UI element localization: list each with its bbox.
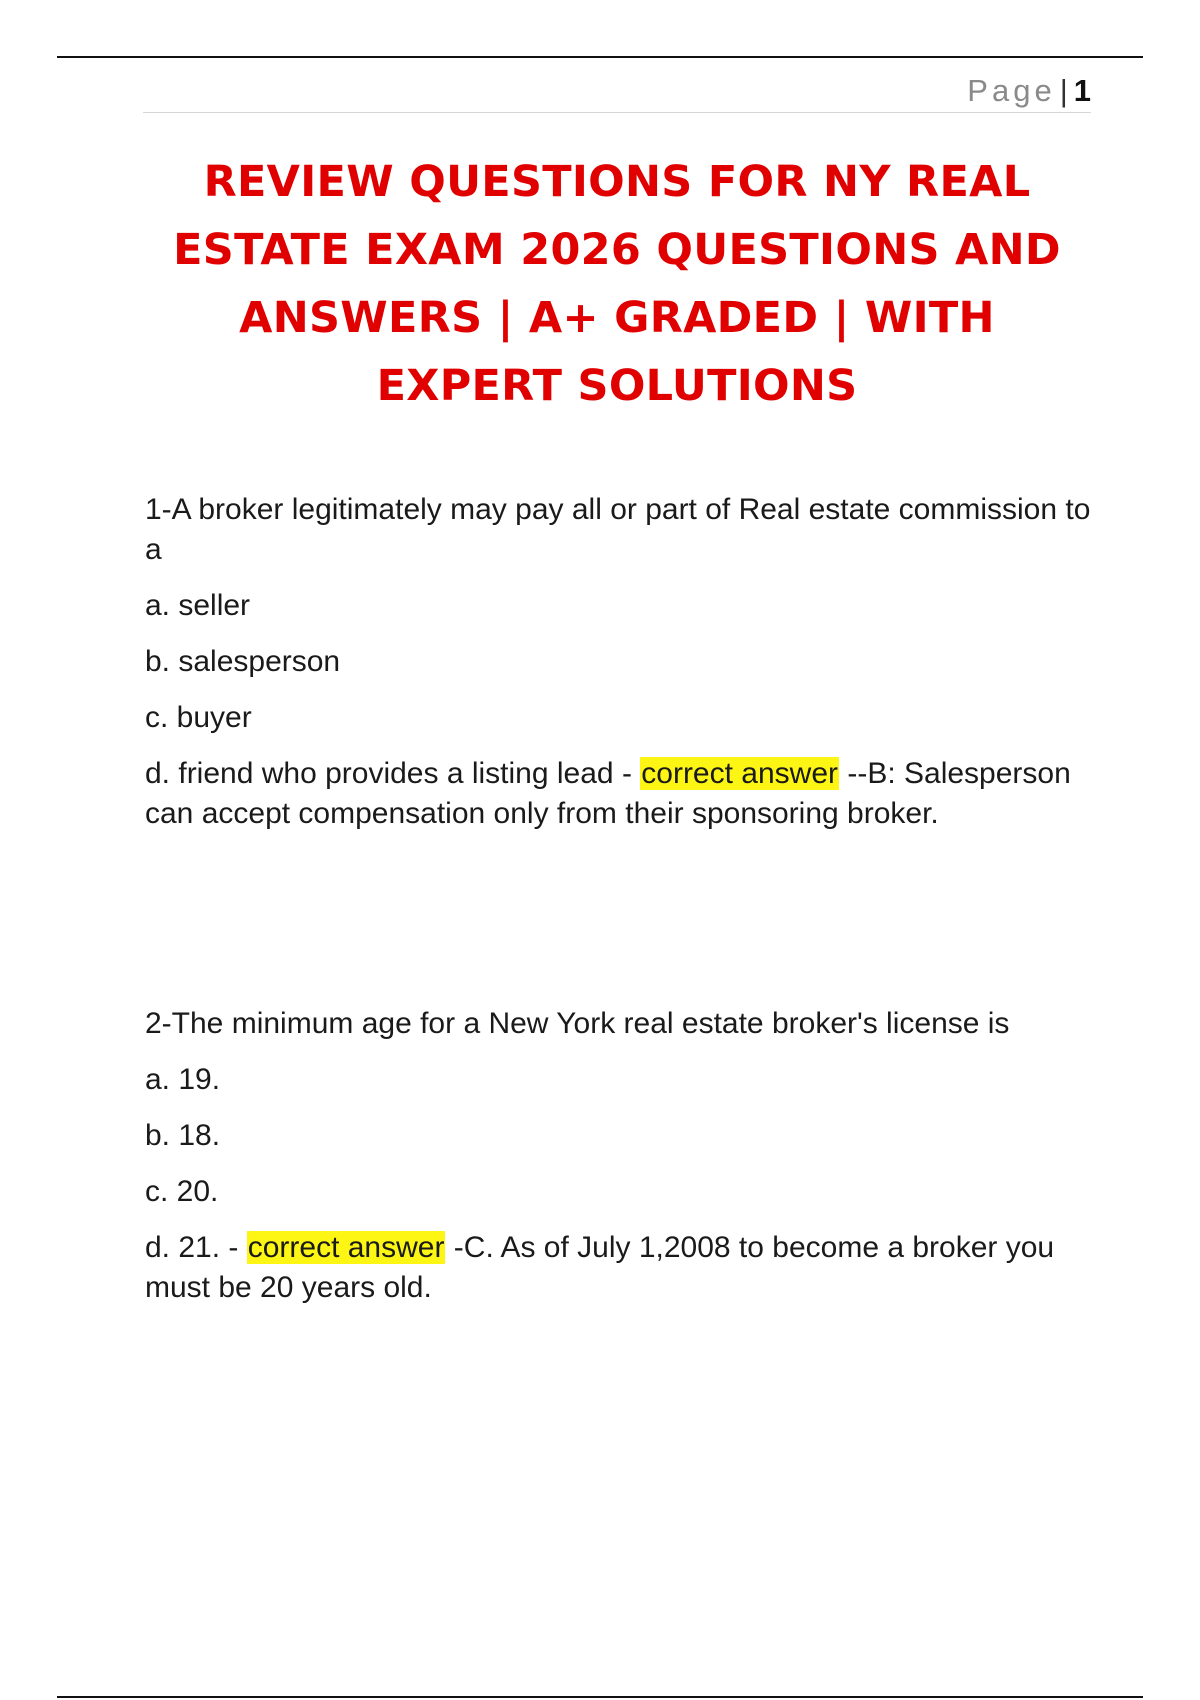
- question-stem: 1-A broker legitimately may pay all or part of Real estate commission to a: [145, 493, 1091, 566]
- option-a: a. seller: [145, 589, 251, 622]
- option-c: c. 20.: [145, 1175, 219, 1208]
- option-d-text: d. friend who provides a listing lead -: [145, 757, 641, 790]
- correct-answer-highlight: correct answer: [641, 757, 838, 790]
- page-separator: |: [1059, 73, 1068, 108]
- document-title: REVIEW QUESTIONS FOR NY REAL ESTATE EXAM 2026 QUESTIONS AND ANSWERS | A+ GRADED | WITH EXPERT SOLUTIONS: [173, 157, 1061, 411]
- page-header: [143, 70, 1091, 113]
- option-d-text: d. 21. -: [145, 1231, 247, 1264]
- correct-answer-highlight: correct answer: [247, 1231, 445, 1264]
- answer-explanation: -C. As of July 1,2008 to become a broker you must be 20 years old.: [145, 1231, 1055, 1304]
- page-label: Page: [967, 73, 1056, 108]
- page-number: 1: [1073, 73, 1091, 108]
- option-b: b. 18.: [145, 1119, 221, 1152]
- option-d-with-answer: [145, 1228, 1095, 1308]
- option-c: c. buyer: [145, 701, 252, 734]
- option-b: b. salesperson: [145, 645, 341, 678]
- question-1: [145, 490, 1095, 834]
- answer-explanation: --B: Salesperson can accept compensation only from their sponsoring broker.: [145, 757, 1071, 830]
- option-a: a. 19.: [145, 1063, 221, 1096]
- top-rule: [57, 56, 1143, 58]
- question-2: [145, 1004, 1095, 1308]
- bottom-rule: [57, 1696, 1143, 1698]
- option-d-with-answer: [145, 754, 1095, 834]
- question-stem: 2-The minimum age for a New York real estate broker's license is: [145, 1007, 1010, 1040]
